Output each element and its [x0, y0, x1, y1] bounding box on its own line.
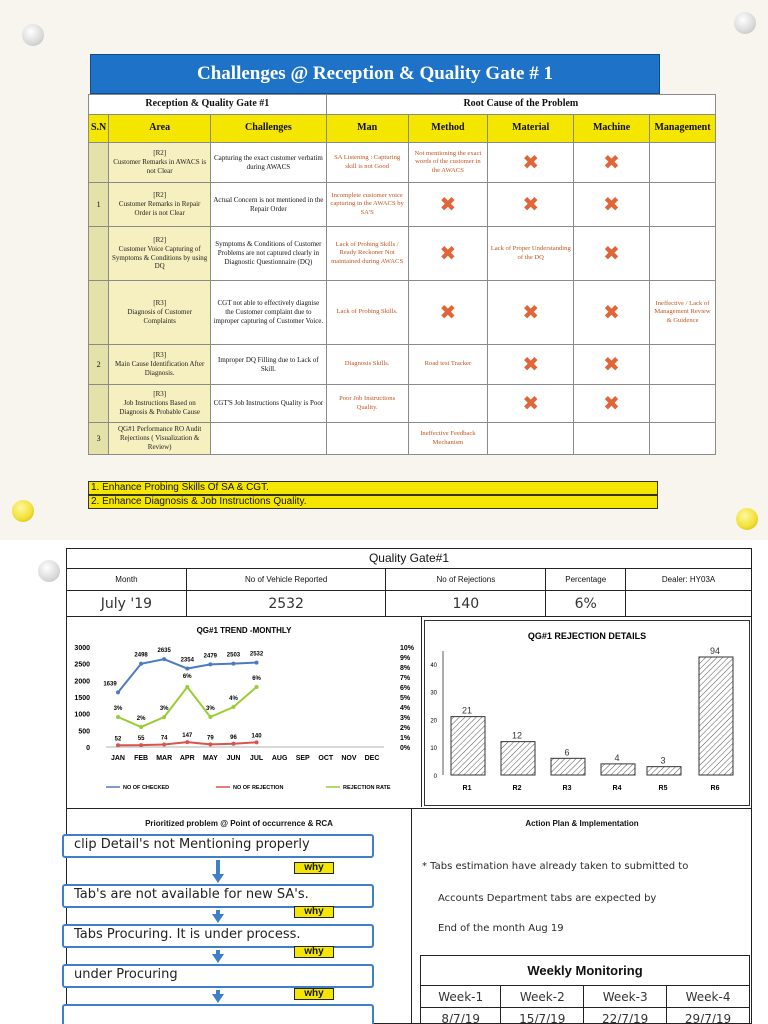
root-cause-table — [88, 94, 716, 455]
summary-header: Month — [67, 569, 187, 591]
data-label: 55 — [137, 736, 145, 743]
x-tick-label: MAY — [202, 755, 218, 762]
summary-value: 2532 — [186, 591, 386, 617]
root-cause-management — [649, 345, 715, 385]
root-cause-man: Diagnosis Skills. — [326, 345, 408, 385]
down-arrow-icon — [212, 954, 224, 963]
data-label: 74 — [160, 735, 168, 742]
x-mark-icon: ✖ — [439, 241, 457, 266]
rca-step-text: Tabs Procuring. It is under process. — [74, 927, 301, 942]
trend-chart-panel — [66, 617, 422, 807]
root-cause-management — [649, 183, 715, 227]
rca-step-text: Tab's are not available for new SA's. — [74, 887, 309, 902]
root-cause-method — [408, 385, 488, 423]
y-tick-label: 10 — [430, 746, 437, 753]
down-arrow-icon — [212, 874, 224, 883]
push-pin — [736, 508, 758, 530]
data-label: 2503 — [226, 652, 241, 659]
data-label: 94 — [709, 646, 721, 656]
row-sn — [89, 281, 109, 345]
root-cause-man — [326, 423, 408, 455]
x-mark-icon: ✖ — [603, 352, 620, 377]
down-arrow-icon — [212, 994, 224, 1003]
x-mark-icon — [408, 281, 488, 345]
x-mark-icon — [408, 183, 488, 227]
summary-value: 140 — [386, 591, 546, 617]
column-header: Area — [109, 115, 211, 143]
summary-table — [66, 568, 752, 617]
x-mark-icon: ✖ — [522, 391, 540, 416]
data-point — [255, 661, 259, 665]
y-tick-label: 20 — [430, 718, 437, 725]
data-label: 12 — [511, 730, 523, 741]
x-mark-icon: ✖ — [603, 391, 620, 416]
y-right-tick-label: 1% — [400, 735, 411, 742]
root-cause-management — [649, 423, 715, 455]
week-label: Week-1 — [421, 986, 501, 1008]
y-right-tick-label: 7% — [400, 675, 411, 682]
x-tick-label: R2 — [512, 785, 522, 792]
rca-step — [62, 834, 374, 858]
x-tick-label: R4 — [612, 785, 622, 792]
y-left-tick-label: 1500 — [74, 695, 90, 702]
bar — [551, 758, 585, 775]
data-label: 4% — [229, 696, 238, 702]
x-tick-label: MAR — [156, 755, 173, 762]
data-point — [116, 715, 120, 719]
x-mark-icon — [574, 345, 650, 385]
remedy-list — [88, 481, 658, 509]
bar — [647, 767, 681, 775]
data-point — [162, 715, 166, 719]
x-mark-icon: ✖ — [603, 150, 620, 175]
data-point — [231, 662, 235, 666]
push-pin — [734, 12, 756, 34]
row-area: [R3] Main Cause Identification After Diagnosis. — [109, 345, 211, 385]
x-tick-label: JUN — [226, 755, 241, 762]
summary-header: No of Vehicle Reported — [186, 569, 386, 591]
row-challenge: Improper DQ Filling due to Lack of Skill. — [211, 345, 327, 385]
row-area: [R3] Job Instructions Based on Diagnosis & Probable Cause — [109, 385, 211, 423]
x-mark-icon: ✖ — [522, 300, 540, 325]
rejection-chart — [425, 621, 749, 805]
x-mark-icon — [574, 183, 650, 227]
x-mark-icon — [488, 385, 574, 423]
y-right-tick-label: 4% — [400, 705, 411, 712]
row-sn: 2 — [89, 345, 109, 385]
data-point — [208, 715, 212, 719]
data-label: 147 — [182, 733, 193, 740]
y-left-tick-label: 2000 — [74, 678, 90, 686]
data-label: 2498 — [134, 652, 148, 659]
rca-step — [62, 1004, 374, 1024]
row-challenge: CGT not able to effectively diagnise the Customer complaint due to improper capturing of Customer Voice. — [211, 281, 327, 345]
table-row — [89, 423, 716, 455]
x-mark-icon: ✖ — [439, 300, 457, 325]
weekly-monitoring-table — [420, 955, 750, 1024]
table-row — [89, 281, 716, 345]
chart-title: QG#1 TREND -MONTHLY — [196, 626, 292, 635]
rca-step-text: under Procuring — [74, 967, 178, 982]
legend-label: NO OF CHECKED — [123, 785, 170, 791]
y-right-tick-label: 8% — [400, 665, 411, 672]
data-label: 2479 — [203, 653, 218, 660]
x-tick-label: JUL — [249, 755, 264, 762]
y-tick-label: 0 — [433, 774, 437, 780]
rca-step-text: clip Detail's not Mentioning properly — [74, 837, 310, 852]
y-left-tick-label: 1000 — [74, 711, 90, 719]
x-mark-icon — [488, 281, 574, 345]
row-area: [R2] Customer Voice Capturing of Symptoms & Conditions by using DQ — [109, 227, 211, 281]
page-title: Challenges @ Reception & Quality Gate # 1 — [90, 54, 660, 94]
week-label: Week-3 — [584, 986, 667, 1008]
x-mark-icon — [408, 227, 488, 281]
data-label: 21 — [461, 705, 473, 716]
row-sn — [89, 385, 109, 423]
table-row — [89, 345, 716, 385]
column-header: S.N — [89, 115, 109, 143]
data-label: 140 — [251, 733, 262, 740]
data-point — [208, 662, 212, 666]
summary-header: No of Rejections — [386, 569, 546, 591]
data-label: 1639 — [103, 681, 117, 688]
dealer-code: Dealer: HY03A — [626, 569, 752, 591]
column-header: Method — [408, 115, 488, 143]
bar — [501, 742, 535, 775]
row-challenge: Symptoms & Conditions of Customer Problems are not captured clearly in Diagnostic Questionnaire (DQ) — [211, 227, 327, 281]
row-challenge — [211, 423, 327, 455]
x-mark-icon — [574, 227, 650, 281]
row-area: [R2] Customer Remarks in AWACS is not Clear — [109, 143, 211, 183]
row-area: [R2] Customer Remarks in Repair Order is not Clear — [109, 183, 211, 227]
data-point — [162, 743, 166, 747]
x-mark-icon: ✖ — [522, 192, 540, 217]
x-mark-icon: ✖ — [522, 150, 540, 175]
rca-step — [62, 964, 374, 988]
y-right-tick-label: 0% — [400, 745, 411, 752]
data-point — [231, 705, 235, 709]
x-mark-icon — [574, 281, 650, 345]
x-mark-icon — [488, 183, 574, 227]
root-cause-management — [649, 385, 715, 423]
legend-label: NO OF REJECTION — [233, 785, 284, 791]
rca-title: Prioritized problem @ Point of occurrence & RCA — [145, 819, 333, 828]
row-area: QG#1 Performance RO Audit Rejections ( Visualization & Review) — [109, 423, 211, 455]
x-tick-label: R5 — [658, 785, 668, 792]
root-cause-man: Lack of Probing Skills / Ready Reckoner Not maintained during AWACS — [326, 227, 408, 281]
root-cause-method: Road test Tracker — [408, 345, 488, 385]
table-row — [89, 227, 716, 281]
x-tick-label: AUG — [271, 755, 288, 762]
x-mark-icon — [574, 385, 650, 423]
data-label: 3% — [159, 706, 169, 712]
y-right-tick-label: 9% — [400, 655, 411, 662]
y-left-tick-label: 2500 — [74, 661, 90, 669]
root-cause-management — [649, 227, 715, 281]
row-challenge: Actual Concern is not mentioned in the Repair Order — [211, 183, 327, 227]
data-point — [255, 685, 259, 689]
y-right-tick-label: 3% — [400, 715, 411, 722]
table-row — [89, 385, 716, 423]
action-plan-title: Action Plan & Implementation — [525, 819, 639, 828]
push-pin — [38, 560, 60, 582]
column-header: Management — [649, 115, 715, 143]
x-mark-icon — [574, 143, 650, 183]
chart-title: QG#1 REJECTION DETAILS — [527, 631, 647, 641]
data-point — [162, 657, 166, 661]
root-cause-method: Not mentioning the exact words of the customer in the AWACS — [408, 143, 488, 183]
summary-value: July '19 — [67, 591, 187, 617]
column-header: Machine — [574, 115, 650, 143]
y-tick-label: 30 — [430, 690, 437, 697]
data-point — [139, 662, 143, 666]
data-point — [139, 725, 143, 729]
x-tick-label: OCT — [318, 755, 334, 762]
data-point — [185, 667, 189, 671]
data-label: 6% — [252, 676, 261, 682]
data-label: 2635 — [157, 648, 171, 655]
data-label: 6% — [182, 674, 192, 680]
data-point — [116, 690, 120, 694]
row-sn — [89, 227, 109, 281]
data-point — [185, 740, 189, 744]
x-mark-icon — [488, 143, 574, 183]
root-cause-man: Incomplete customer voice capturing in the AWACS by SA'S — [326, 183, 408, 227]
rca-step — [62, 884, 374, 908]
data-point — [208, 742, 212, 746]
push-pin — [22, 24, 44, 46]
x-tick-label: DEC — [364, 755, 380, 762]
data-point — [255, 740, 259, 744]
x-mark-icon — [488, 345, 574, 385]
column-header: Material — [488, 115, 574, 143]
legend-label: REJECTION RATE — [343, 785, 391, 791]
x-tick-label: FEB — [134, 755, 149, 762]
data-point — [116, 743, 120, 747]
table-super-header: Root Cause of the Problem — [326, 95, 715, 115]
summary-value: 6% — [546, 591, 626, 617]
data-label: 52 — [114, 736, 122, 743]
bar — [601, 764, 635, 775]
root-cause-machine — [574, 423, 650, 455]
root-cause-material: Lack of Proper Understanding of the DQ — [488, 227, 574, 281]
table-row — [89, 143, 716, 183]
week-date: 29/7/19 — [667, 1008, 750, 1024]
root-cause-man: Lack of Probing Skills. — [326, 281, 408, 345]
data-label: 2354 — [180, 657, 194, 664]
data-label: 4 — [614, 752, 620, 763]
data-label: 3% — [113, 706, 123, 712]
y-left-tick-label: 0 — [86, 745, 90, 752]
data-point — [231, 742, 235, 746]
action-text-line: Accounts Department tabs are expected by — [438, 893, 657, 904]
rca-step — [62, 924, 374, 948]
push-pin — [12, 500, 34, 522]
data-label: 79 — [207, 735, 214, 742]
data-point — [185, 685, 189, 689]
y-right-tick-label: 5% — [400, 695, 411, 702]
y-left-tick-label: 500 — [78, 728, 90, 736]
x-tick-label: R3 — [562, 785, 572, 792]
x-mark-icon: ✖ — [603, 300, 620, 325]
week-date: 15/7/19 — [501, 1008, 584, 1024]
why-tag: why — [294, 946, 334, 958]
trend-chart — [66, 617, 422, 807]
x-mark-icon: ✖ — [603, 241, 620, 266]
summary-value — [626, 591, 752, 617]
row-sn: 1 — [89, 183, 109, 227]
data-label: 96 — [230, 734, 237, 741]
x-tick-label: NOV — [341, 755, 357, 762]
week-date: 22/7/19 — [584, 1008, 667, 1024]
down-arrow-icon — [216, 860, 220, 874]
data-label: 2532 — [249, 651, 264, 658]
row-area: [R3] Diagnosis of Customer Complaints — [109, 281, 211, 345]
y-right-tick-label: 10% — [400, 645, 415, 652]
root-cause-method: Ineffective Feedback Mechanism — [408, 423, 488, 455]
column-header: Man — [326, 115, 408, 143]
bar — [699, 657, 733, 775]
row-challenge: CGT'S Job Instructions Quality is Poor — [211, 385, 327, 423]
row-sn — [89, 143, 109, 183]
x-tick-label: APR — [179, 755, 195, 762]
action-text-line: End of the month Aug 19 — [438, 923, 564, 934]
week-label: Week-2 — [501, 986, 584, 1008]
data-label: 2% — [136, 716, 146, 722]
x-mark-icon: ✖ — [603, 192, 620, 217]
table-super-header: Reception & Quality Gate #1 — [89, 95, 327, 115]
weekly-title: Weekly Monitoring — [421, 956, 750, 986]
data-label: 3 — [660, 755, 666, 766]
data-label: 6 — [564, 747, 570, 758]
week-label: Week-4 — [667, 986, 750, 1008]
x-mark-icon: ✖ — [522, 352, 540, 377]
root-cause-man: SA Listening : Capturing skill is not Good — [326, 143, 408, 183]
why-tag: why — [294, 906, 334, 918]
data-point — [139, 743, 143, 747]
summary-header: Percentage — [546, 569, 626, 591]
y-right-tick-label: 2% — [400, 725, 411, 732]
root-cause-man: Poor Job Instructions Quality. — [326, 385, 408, 423]
x-tick-label: JAN — [110, 755, 126, 762]
row-sn: 3 — [89, 423, 109, 455]
action-text-line: * Tabs estimation have already taken to submitted to — [422, 861, 689, 872]
quality-gate-title: Quality Gate#1 — [368, 551, 450, 565]
x-mark-icon: ✖ — [439, 192, 457, 217]
root-cause-management: Ineffective / Lack of Management Review & Guidence — [649, 281, 715, 345]
root-cause-material — [488, 423, 574, 455]
row-challenge: Capturing the exact customer verbatim during AWACS — [211, 143, 327, 183]
x-tick-label: R6 — [710, 785, 720, 792]
y-right-tick-label: 6% — [400, 685, 411, 692]
week-date: 8/7/19 — [421, 1008, 501, 1024]
rejection-chart-panel — [424, 620, 750, 806]
why-tag: why — [294, 988, 334, 1000]
x-tick-label: R1 — [462, 785, 472, 792]
remedy-item: 2. Enhance Diagnosis & Job Instructions Quality. — [88, 495, 658, 509]
table-row — [89, 183, 716, 227]
down-arrow-icon — [212, 914, 224, 923]
bar — [451, 717, 485, 775]
y-left-tick-label: 3000 — [74, 645, 90, 652]
y-tick-label: 40 — [430, 662, 437, 669]
x-tick-label: SEP — [295, 755, 310, 762]
root-cause-management — [649, 143, 715, 183]
remedy-item: 1. Enhance Probing Skills Of SA & CGT. — [88, 481, 658, 495]
data-label: 3% — [206, 706, 215, 712]
column-header: Challenges — [211, 115, 327, 143]
why-tag: why — [294, 862, 334, 874]
